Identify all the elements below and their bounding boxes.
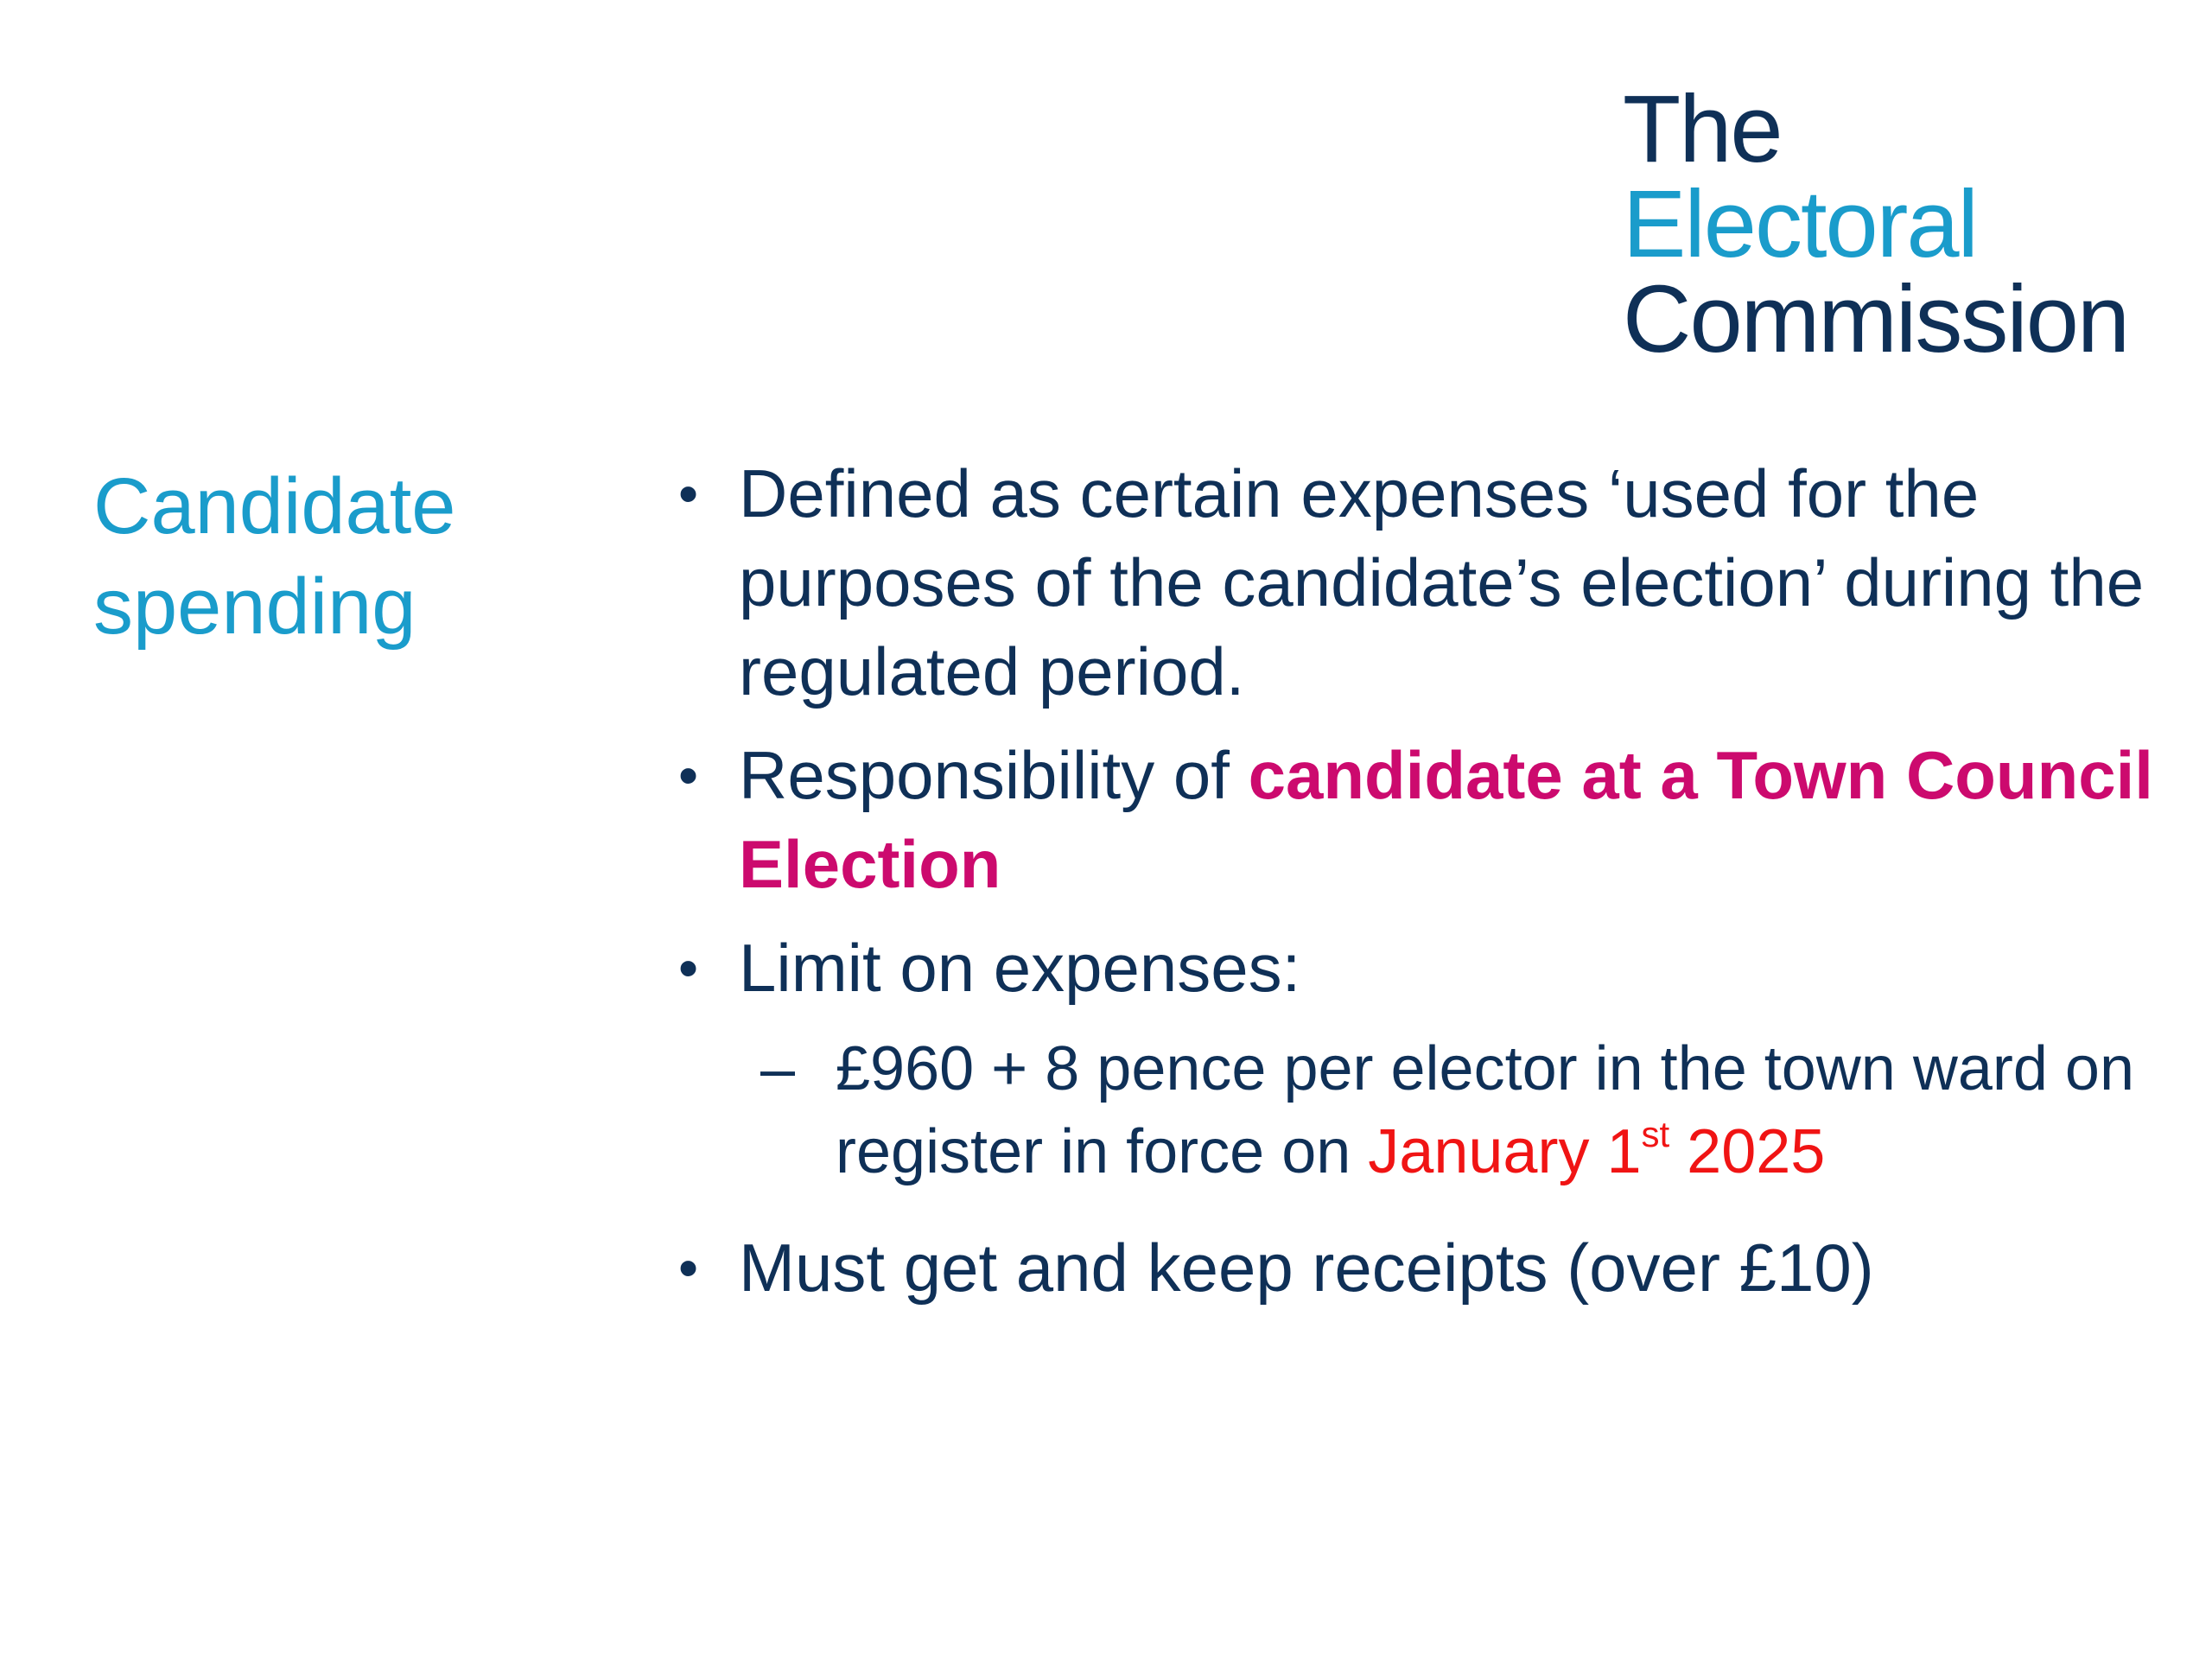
sub-bullet-limit-amount [674,1027,2195,1202]
slide-title-line-1: Candidate [93,462,456,550]
logo-line-commission: Commission [1623,266,2129,372]
bullet-receipts-text: Must get and keep receipts (over £10) [739,1230,1874,1306]
register-date-year: 2025 [1669,1117,1826,1186]
bullet-responsibility-prefix: Responsibility of [739,737,1249,813]
bullet-definition [674,449,2195,716]
bullet-marker: • [678,461,699,525]
bullet-responsibility [674,731,2195,909]
bullet-list [674,449,2195,1327]
sub-bullet-limit-text: £960 + 8 pence per elector in the town ward on register in force on [836,1034,2134,1186]
slide-title-line-2: spending [93,563,416,651]
bullet-limit [674,924,2195,1013]
logo-line-the: The [1623,76,1782,182]
logo-line-electoral: Electoral [1623,171,1977,277]
bullet-marker: • [678,743,699,807]
slide-title [93,456,455,657]
bullet-definition-text: Defined as certain expenses ‘used for the purposes of the candidate’s election’ during the regulated period. [739,455,2145,709]
bullet-limit-text: Limit on expenses: [739,930,1301,1006]
register-date-ordinal: st [1641,1114,1670,1154]
electoral-commission-logo [1623,76,2129,372]
bullet-responsibility-emphasis: candidate at a Town Council Election [739,737,2153,902]
bullet-receipts [674,1224,2195,1313]
sub-bullet-marker: – [760,1034,796,1103]
register-date-main: January 1 [1368,1117,1642,1186]
bullet-marker: • [678,1236,699,1300]
register-date [1368,1114,1826,1186]
bullet-marker: • [678,936,699,1000]
